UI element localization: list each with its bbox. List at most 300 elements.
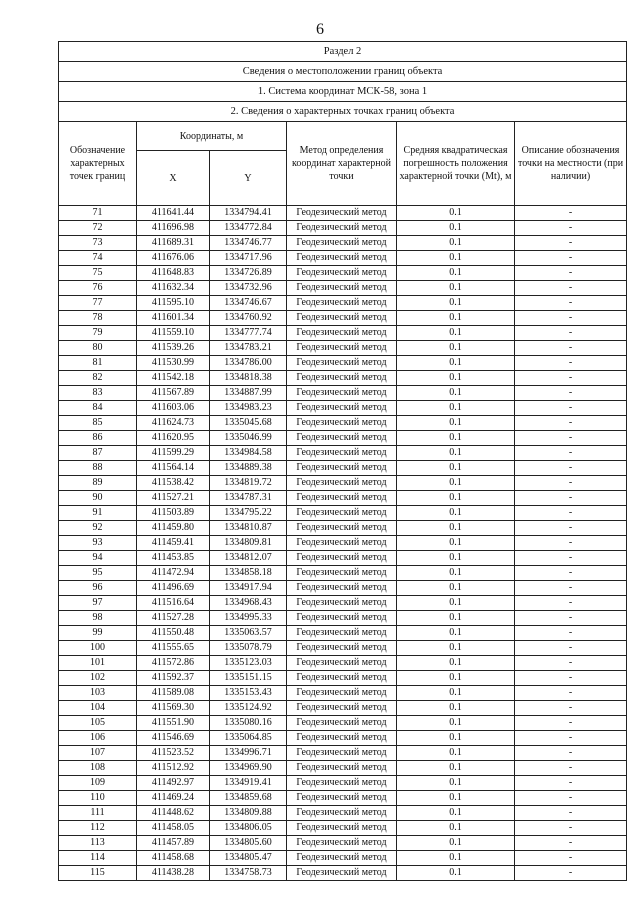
cell-x: 411469.24 (137, 791, 210, 806)
cell-method: Геодезический метод (287, 746, 397, 761)
cell-method: Геодезический метод (287, 566, 397, 581)
cell-y: 1334917.94 (210, 581, 287, 596)
table-row (59, 836, 627, 851)
table-row (59, 761, 627, 776)
cell-point-id: 95 (59, 566, 137, 581)
cell-accuracy: 0.1 (397, 446, 515, 461)
cell-x: 411555.65 (137, 641, 210, 656)
cell-method: Геодезический метод (287, 356, 397, 371)
cell-accuracy: 0.1 (397, 851, 515, 866)
cell-y: 1334746.67 (210, 296, 287, 311)
cell-description: - (515, 401, 627, 416)
cell-y: 1334746.77 (210, 236, 287, 251)
table-row (59, 431, 627, 446)
cell-x: 411569.30 (137, 701, 210, 716)
cell-accuracy: 0.1 (397, 416, 515, 431)
cell-x: 411459.80 (137, 521, 210, 536)
cell-method: Геодезический метод (287, 521, 397, 536)
cell-accuracy: 0.1 (397, 266, 515, 281)
cell-x: 411448.62 (137, 806, 210, 821)
cell-accuracy: 0.1 (397, 821, 515, 836)
cell-accuracy: 0.1 (397, 521, 515, 536)
page-number: 6 (316, 21, 324, 38)
cell-point-id: 79 (59, 326, 137, 341)
table-row (59, 296, 627, 311)
cell-accuracy: 0.1 (397, 551, 515, 566)
cell-point-id: 92 (59, 521, 137, 536)
cell-accuracy: 0.1 (397, 281, 515, 296)
cell-x: 411624.73 (137, 416, 210, 431)
table-row (59, 626, 627, 641)
cell-description: - (515, 761, 627, 776)
cell-method: Геодезический метод (287, 446, 397, 461)
cell-y: 1334969.90 (210, 761, 287, 776)
cell-x: 411453.85 (137, 551, 210, 566)
cell-description: - (515, 521, 627, 536)
cell-accuracy: 0.1 (397, 611, 515, 626)
cell-point-id: 105 (59, 716, 137, 731)
cell-method: Геодезический метод (287, 851, 397, 866)
cell-y: 1334858.18 (210, 566, 287, 581)
cell-accuracy: 0.1 (397, 536, 515, 551)
table-row (59, 221, 627, 236)
cell-accuracy: 0.1 (397, 746, 515, 761)
cell-y: 1335045.68 (210, 416, 287, 431)
cell-description: - (515, 641, 627, 656)
cell-method: Геодезический метод (287, 596, 397, 611)
cell-point-id: 112 (59, 821, 137, 836)
cell-y: 1334887.99 (210, 386, 287, 401)
cell-point-id: 91 (59, 506, 137, 521)
cell-y: 1334732.96 (210, 281, 287, 296)
table-row (59, 251, 627, 266)
table-row (59, 326, 627, 341)
cell-x: 411523.52 (137, 746, 210, 761)
cell-accuracy: 0.1 (397, 476, 515, 491)
cell-accuracy: 0.1 (397, 566, 515, 581)
cell-method: Геодезический метод (287, 476, 397, 491)
cell-method: Геодезический метод (287, 791, 397, 806)
cell-x: 411641.44 (137, 206, 210, 221)
table-row (59, 821, 627, 836)
cell-x: 411492.97 (137, 776, 210, 791)
cell-description: - (515, 461, 627, 476)
header-accuracy: Средняя квадратическая погрешность положения характерной точки (Mt), м (397, 122, 515, 206)
table-row (59, 731, 627, 746)
cell-point-id: 99 (59, 626, 137, 641)
cell-point-id: 102 (59, 671, 137, 686)
table-row (59, 851, 627, 866)
cell-description: - (515, 386, 627, 401)
cell-point-id: 110 (59, 791, 137, 806)
cell-accuracy: 0.1 (397, 326, 515, 341)
table-row (59, 521, 627, 536)
cell-point-id: 74 (59, 251, 137, 266)
cell-x: 411551.90 (137, 716, 210, 731)
table-row (59, 656, 627, 671)
table-row (59, 641, 627, 656)
cell-accuracy: 0.1 (397, 791, 515, 806)
cell-method: Геодезический метод (287, 431, 397, 446)
cell-description: - (515, 371, 627, 386)
cell-description: - (515, 356, 627, 371)
cell-accuracy: 0.1 (397, 806, 515, 821)
cell-method: Геодезический метод (287, 491, 397, 506)
cell-x: 411503.89 (137, 506, 210, 521)
table-row (59, 701, 627, 716)
cell-y: 1334772.84 (210, 221, 287, 236)
cell-y: 1335151.15 (210, 671, 287, 686)
cell-point-id: 108 (59, 761, 137, 776)
header-x: X (137, 151, 210, 206)
table-row (59, 806, 627, 821)
cell-method: Геодезический метод (287, 221, 397, 236)
cell-x: 411632.34 (137, 281, 210, 296)
cell-description: - (515, 686, 627, 701)
cell-point-id: 88 (59, 461, 137, 476)
cell-description: - (515, 656, 627, 671)
cell-y: 1334810.87 (210, 521, 287, 536)
cell-description: - (515, 221, 627, 236)
cell-method: Геодезический метод (287, 371, 397, 386)
cell-method: Геодезический метод (287, 236, 397, 251)
cell-accuracy: 0.1 (397, 311, 515, 326)
cell-accuracy: 0.1 (397, 686, 515, 701)
section-title: Раздел 2 (59, 42, 627, 62)
cell-point-id: 72 (59, 221, 137, 236)
cell-accuracy: 0.1 (397, 776, 515, 791)
cell-method: Геодезический метод (287, 581, 397, 596)
cell-description: - (515, 416, 627, 431)
cell-accuracy: 0.1 (397, 761, 515, 776)
cell-accuracy: 0.1 (397, 461, 515, 476)
cell-accuracy: 0.1 (397, 431, 515, 446)
cell-x: 411458.68 (137, 851, 210, 866)
cell-x: 411546.69 (137, 731, 210, 746)
cell-method: Геодезический метод (287, 866, 397, 881)
cell-method: Геодезический метод (287, 551, 397, 566)
cell-point-id: 85 (59, 416, 137, 431)
cell-point-id: 77 (59, 296, 137, 311)
cell-method: Геодезический метод (287, 761, 397, 776)
header-coordinates: Координаты, м (137, 122, 287, 151)
cell-point-id: 100 (59, 641, 137, 656)
cell-x: 411438.28 (137, 866, 210, 881)
cell-y: 1334983.23 (210, 401, 287, 416)
cell-x: 411527.21 (137, 491, 210, 506)
cell-point-id: 97 (59, 596, 137, 611)
table-row (59, 356, 627, 371)
table-row (59, 386, 627, 401)
cell-y: 1335124.92 (210, 701, 287, 716)
cell-method: Геодезический метод (287, 461, 397, 476)
cell-x: 411592.37 (137, 671, 210, 686)
cell-x: 411696.98 (137, 221, 210, 236)
cell-description: - (515, 611, 627, 626)
table-row (59, 491, 627, 506)
cell-point-id: 101 (59, 656, 137, 671)
cell-accuracy: 0.1 (397, 491, 515, 506)
cell-description: - (515, 836, 627, 851)
cell-x: 411538.42 (137, 476, 210, 491)
cell-y: 1334758.73 (210, 866, 287, 881)
cell-description: - (515, 266, 627, 281)
cell-point-id: 73 (59, 236, 137, 251)
cell-x: 411457.89 (137, 836, 210, 851)
cell-method: Геодезический метод (287, 611, 397, 626)
cell-point-id: 86 (59, 431, 137, 446)
cell-description: - (515, 806, 627, 821)
cell-accuracy: 0.1 (397, 236, 515, 251)
table-row (59, 776, 627, 791)
cell-point-id: 93 (59, 536, 137, 551)
cell-x: 411559.10 (137, 326, 210, 341)
cell-accuracy: 0.1 (397, 401, 515, 416)
cell-accuracy: 0.1 (397, 731, 515, 746)
cell-accuracy: 0.1 (397, 716, 515, 731)
cell-point-id: 111 (59, 806, 137, 821)
cell-y: 1334968.43 (210, 596, 287, 611)
cell-y: 1334777.74 (210, 326, 287, 341)
cell-y: 1335080.16 (210, 716, 287, 731)
cell-y: 1335123.03 (210, 656, 287, 671)
cell-accuracy: 0.1 (397, 701, 515, 716)
table-row (59, 311, 627, 326)
table-row (59, 266, 627, 281)
cell-x: 411620.95 (137, 431, 210, 446)
cell-method: Геодезический метод (287, 716, 397, 731)
cell-point-id: 96 (59, 581, 137, 596)
cell-x: 411601.34 (137, 311, 210, 326)
cell-y: 1334805.60 (210, 836, 287, 851)
cell-description: - (515, 596, 627, 611)
cell-x: 411689.31 (137, 236, 210, 251)
cell-x: 411542.18 (137, 371, 210, 386)
table-row (59, 446, 627, 461)
cell-description: - (515, 851, 627, 866)
header-y: Y (210, 151, 287, 206)
cell-point-id: 75 (59, 266, 137, 281)
cell-method: Геодезический метод (287, 671, 397, 686)
cell-method: Геодезический метод (287, 311, 397, 326)
cell-method: Геодезический метод (287, 296, 397, 311)
cell-y: 1334794.41 (210, 206, 287, 221)
cell-method: Геодезический метод (287, 821, 397, 836)
cell-y: 1335064.85 (210, 731, 287, 746)
cell-method: Геодезический метод (287, 836, 397, 851)
table-row (59, 206, 627, 221)
cell-accuracy: 0.1 (397, 206, 515, 221)
cell-y: 1334995.33 (210, 611, 287, 626)
cell-description: - (515, 311, 627, 326)
cell-x: 411512.92 (137, 761, 210, 776)
cell-x: 411496.69 (137, 581, 210, 596)
cell-description: - (515, 551, 627, 566)
cell-description: - (515, 626, 627, 641)
cell-x: 411458.05 (137, 821, 210, 836)
cell-method: Геодезический метод (287, 281, 397, 296)
table-row (59, 371, 627, 386)
table-row (59, 551, 627, 566)
cell-description: - (515, 791, 627, 806)
table-row (59, 566, 627, 581)
cell-point-id: 113 (59, 836, 137, 851)
cell-y: 1335046.99 (210, 431, 287, 446)
cell-method: Геодезический метод (287, 701, 397, 716)
cell-x: 411516.64 (137, 596, 210, 611)
cell-accuracy: 0.1 (397, 641, 515, 656)
cell-x: 411539.26 (137, 341, 210, 356)
cell-accuracy: 0.1 (397, 596, 515, 611)
cell-method: Геодезический метод (287, 731, 397, 746)
cell-description: - (515, 746, 627, 761)
cell-method: Геодезический метод (287, 506, 397, 521)
cell-accuracy: 0.1 (397, 506, 515, 521)
cell-x: 411595.10 (137, 296, 210, 311)
cell-point-id: 114 (59, 851, 137, 866)
table-row (59, 506, 627, 521)
cell-point-id: 109 (59, 776, 137, 791)
cell-x: 411676.06 (137, 251, 210, 266)
cell-description: - (515, 821, 627, 836)
cell-method: Геодезический метод (287, 206, 397, 221)
cell-accuracy: 0.1 (397, 341, 515, 356)
cell-method: Геодезический метод (287, 626, 397, 641)
cell-accuracy: 0.1 (397, 836, 515, 851)
cell-description: - (515, 776, 627, 791)
cell-point-id: 94 (59, 551, 137, 566)
cell-point-id: 81 (59, 356, 137, 371)
table-row (59, 536, 627, 551)
cell-description: - (515, 476, 627, 491)
table-row (59, 236, 627, 251)
cell-description: - (515, 326, 627, 341)
cell-description: - (515, 251, 627, 266)
points-heading: 2. Сведения о характерных точках границ объекта (59, 102, 627, 122)
cell-x: 411530.99 (137, 356, 210, 371)
cell-description: - (515, 866, 627, 881)
cell-x: 411589.08 (137, 686, 210, 701)
header-method: Метод определения координат характерной точки (287, 122, 397, 206)
cell-description: - (515, 296, 627, 311)
table-row (59, 416, 627, 431)
cell-description: - (515, 431, 627, 446)
cell-x: 411527.28 (137, 611, 210, 626)
cell-y: 1334996.71 (210, 746, 287, 761)
cell-point-id: 98 (59, 611, 137, 626)
table-row (59, 476, 627, 491)
table-row (59, 791, 627, 806)
cell-point-id: 106 (59, 731, 137, 746)
cell-y: 1334819.72 (210, 476, 287, 491)
cell-description: - (515, 206, 627, 221)
cell-y: 1334795.22 (210, 506, 287, 521)
table-row (59, 716, 627, 731)
cell-accuracy: 0.1 (397, 371, 515, 386)
cell-x: 411648.83 (137, 266, 210, 281)
cell-point-id: 84 (59, 401, 137, 416)
cell-y: 1335063.57 (210, 626, 287, 641)
table-row (59, 341, 627, 356)
cell-accuracy: 0.1 (397, 581, 515, 596)
cell-y: 1334726.89 (210, 266, 287, 281)
cell-method: Геодезический метод (287, 386, 397, 401)
cell-y: 1334818.38 (210, 371, 287, 386)
cell-description: - (515, 581, 627, 596)
cell-point-id: 89 (59, 476, 137, 491)
cell-accuracy: 0.1 (397, 626, 515, 641)
cell-accuracy: 0.1 (397, 671, 515, 686)
cell-method: Геодезический метод (287, 401, 397, 416)
table-row (59, 746, 627, 761)
table-row (59, 686, 627, 701)
cell-point-id: 115 (59, 866, 137, 881)
cell-x: 411603.06 (137, 401, 210, 416)
table-row (59, 401, 627, 416)
cell-y: 1335078.79 (210, 641, 287, 656)
boundary-points-table (58, 41, 627, 881)
cell-point-id: 90 (59, 491, 137, 506)
cell-y: 1334760.92 (210, 311, 287, 326)
header-description: Описание обозначения точки на местности (при наличии) (515, 122, 627, 206)
cell-method: Геодезический метод (287, 266, 397, 281)
table-row (59, 611, 627, 626)
cell-point-id: 83 (59, 386, 137, 401)
cell-accuracy: 0.1 (397, 866, 515, 881)
cell-accuracy: 0.1 (397, 296, 515, 311)
cell-method: Геодезический метод (287, 641, 397, 656)
cell-method: Геодезический метод (287, 416, 397, 431)
cell-description: - (515, 446, 627, 461)
cell-y: 1334806.05 (210, 821, 287, 836)
cell-y: 1335153.43 (210, 686, 287, 701)
cell-point-id: 107 (59, 746, 137, 761)
cell-accuracy: 0.1 (397, 356, 515, 371)
cell-x: 411564.14 (137, 461, 210, 476)
cell-x: 411572.86 (137, 656, 210, 671)
cell-x: 411550.48 (137, 626, 210, 641)
cell-description: - (515, 506, 627, 521)
cell-method: Геодезический метод (287, 326, 397, 341)
table-row (59, 596, 627, 611)
cell-method: Геодезический метод (287, 536, 397, 551)
cell-y: 1334809.81 (210, 536, 287, 551)
cell-y: 1334984.58 (210, 446, 287, 461)
cell-y: 1334919.41 (210, 776, 287, 791)
cell-accuracy: 0.1 (397, 386, 515, 401)
coordinate-system: 1. Система координат МСК-58, зона 1 (59, 82, 627, 102)
table-row (59, 581, 627, 596)
cell-x: 411472.94 (137, 566, 210, 581)
cell-description: - (515, 671, 627, 686)
cell-point-id: 82 (59, 371, 137, 386)
cell-point-id: 80 (59, 341, 137, 356)
cell-accuracy: 0.1 (397, 221, 515, 236)
cell-description: - (515, 716, 627, 731)
cell-method: Геодезический метод (287, 656, 397, 671)
cell-description: - (515, 731, 627, 746)
cell-y: 1334787.31 (210, 491, 287, 506)
cell-description: - (515, 701, 627, 716)
section-subtitle: Сведения о местоположении границ объекта (59, 62, 627, 82)
table-row (59, 461, 627, 476)
cell-point-id: 87 (59, 446, 137, 461)
cell-y: 1334809.88 (210, 806, 287, 821)
cell-point-id: 71 (59, 206, 137, 221)
cell-description: - (515, 536, 627, 551)
table-row (59, 671, 627, 686)
cell-description: - (515, 281, 627, 296)
